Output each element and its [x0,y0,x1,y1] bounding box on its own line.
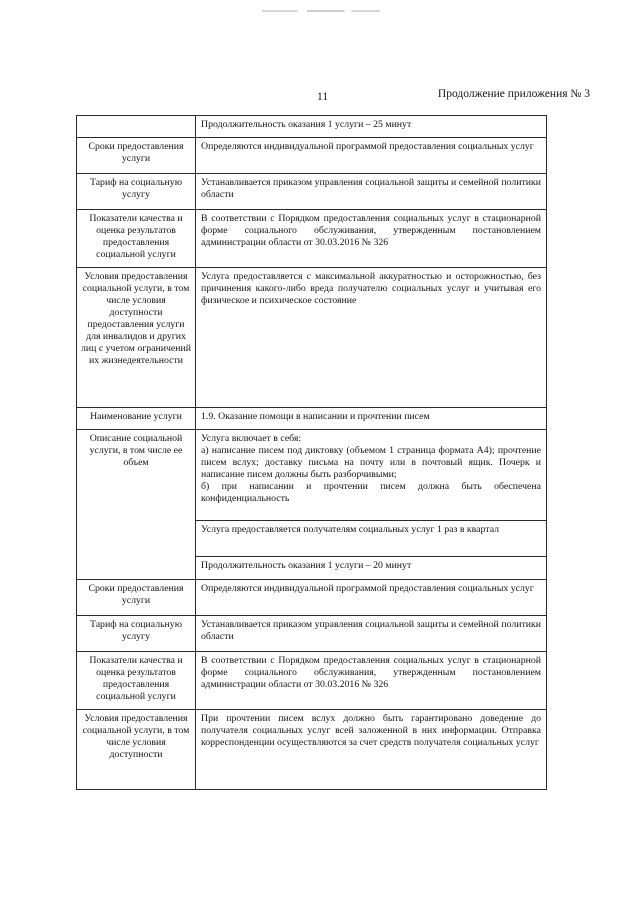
table-row [77,430,547,521]
label-cell: Показатели качества и оценка результатов предоставления социальной услуги [77,652,196,710]
value-cell: Определяются индивидуальной программой предоставления социальных услуг [196,138,547,174]
value-cell: Устанавливается приказом управления социальной защиты и семейной политики области [196,616,547,652]
value-cell: Определяются индивидуальной программой предоставления социальных услуг [196,580,547,616]
value-cell: Услуга предоставляется получателям социальных услуг 1 раз в квартал [196,521,547,557]
value-cell: 1.9. Оказание помощи в написании и прочтении писем [196,408,547,430]
value-cell: Продолжительность оказания 1 услуги – 25 минут [196,116,547,138]
value-cell: Устанавливается приказом управления социальной защиты и семейной политики области [196,174,547,210]
label-cell: Показатели качества и оценка результатов предоставления социальной услуги [77,210,196,268]
value-cell: Услуга предоставляется с максимальной аккуратностью и осторожностью, без причинения какого-либо вреда получателю социальных услуг и учитывая его физическое и психическое состояние [196,268,547,408]
value-cell: Продолжительность оказания 1 услуги – 20 минут [196,557,547,580]
label-cell: Тариф на социальную услугу [77,174,196,210]
description-line: Услуга включает в себя: [201,433,302,444]
table-row [77,268,547,408]
table-row [77,652,547,710]
label-cell: Сроки предоставления услуги [77,580,196,616]
table-row [77,616,547,652]
description-line: а) написание писем под диктовку (объемом 1 страница формата А4); прочтение писем вслух; доставку письма на почту или в почтовый ящик. Почерк и написание писем должны быть разборчивыми; [201,445,541,480]
value-cell: При прочтении писем вслух должно быть гарантировано доведение до получателя социальных услуг всей заложенной в них информации. Отправка корреспонденции осуществляются за счет средств получателя социальных услуг [196,710,547,790]
table-row [77,408,547,430]
page-number: 11 [317,91,329,103]
table-row [77,710,547,790]
label-cell: Условия предоставления социальной услуги, в том числе условия доступности предоставления услуги для инвалидов и других лиц с учетом ограничений их жизнедеятельности [77,268,196,408]
description-line: б) при написании и прочтении писем должна быть обеспечена конфиденциальность [201,481,541,504]
continuation-title: Продолжение приложения № 3 [437,88,590,100]
label-cell: Сроки предоставления услуги [77,138,196,174]
value-cell [196,430,547,521]
table-row [77,174,547,210]
table-row [77,210,547,268]
label-cell: Тариф на социальную услугу [77,616,196,652]
value-cell: В соответствии с Порядком предоставления социальных услуг в стационарной форме социального обслуживания, утвержденным постановлением администрации области от 30.03.2016 № 326 [196,652,547,710]
label-cell: Условия предоставления социальной услуги, в том числе условия доступности [77,710,196,790]
label-cell: Описание социальной услуги, в том числе ее объем [77,430,196,580]
table-row [77,116,547,138]
label-cell [77,116,196,138]
scan-artifact [262,10,380,12]
label-cell: Наименование услуги [77,408,196,430]
table-row [77,580,547,616]
table-row [77,138,547,174]
services-table [76,115,547,790]
value-cell: В соответствии с Порядком предоставления социальных услуг в стационарной форме социального обслуживания, утвержденным постановлением администрации области от 30.03.2016 № 326 [196,210,547,268]
